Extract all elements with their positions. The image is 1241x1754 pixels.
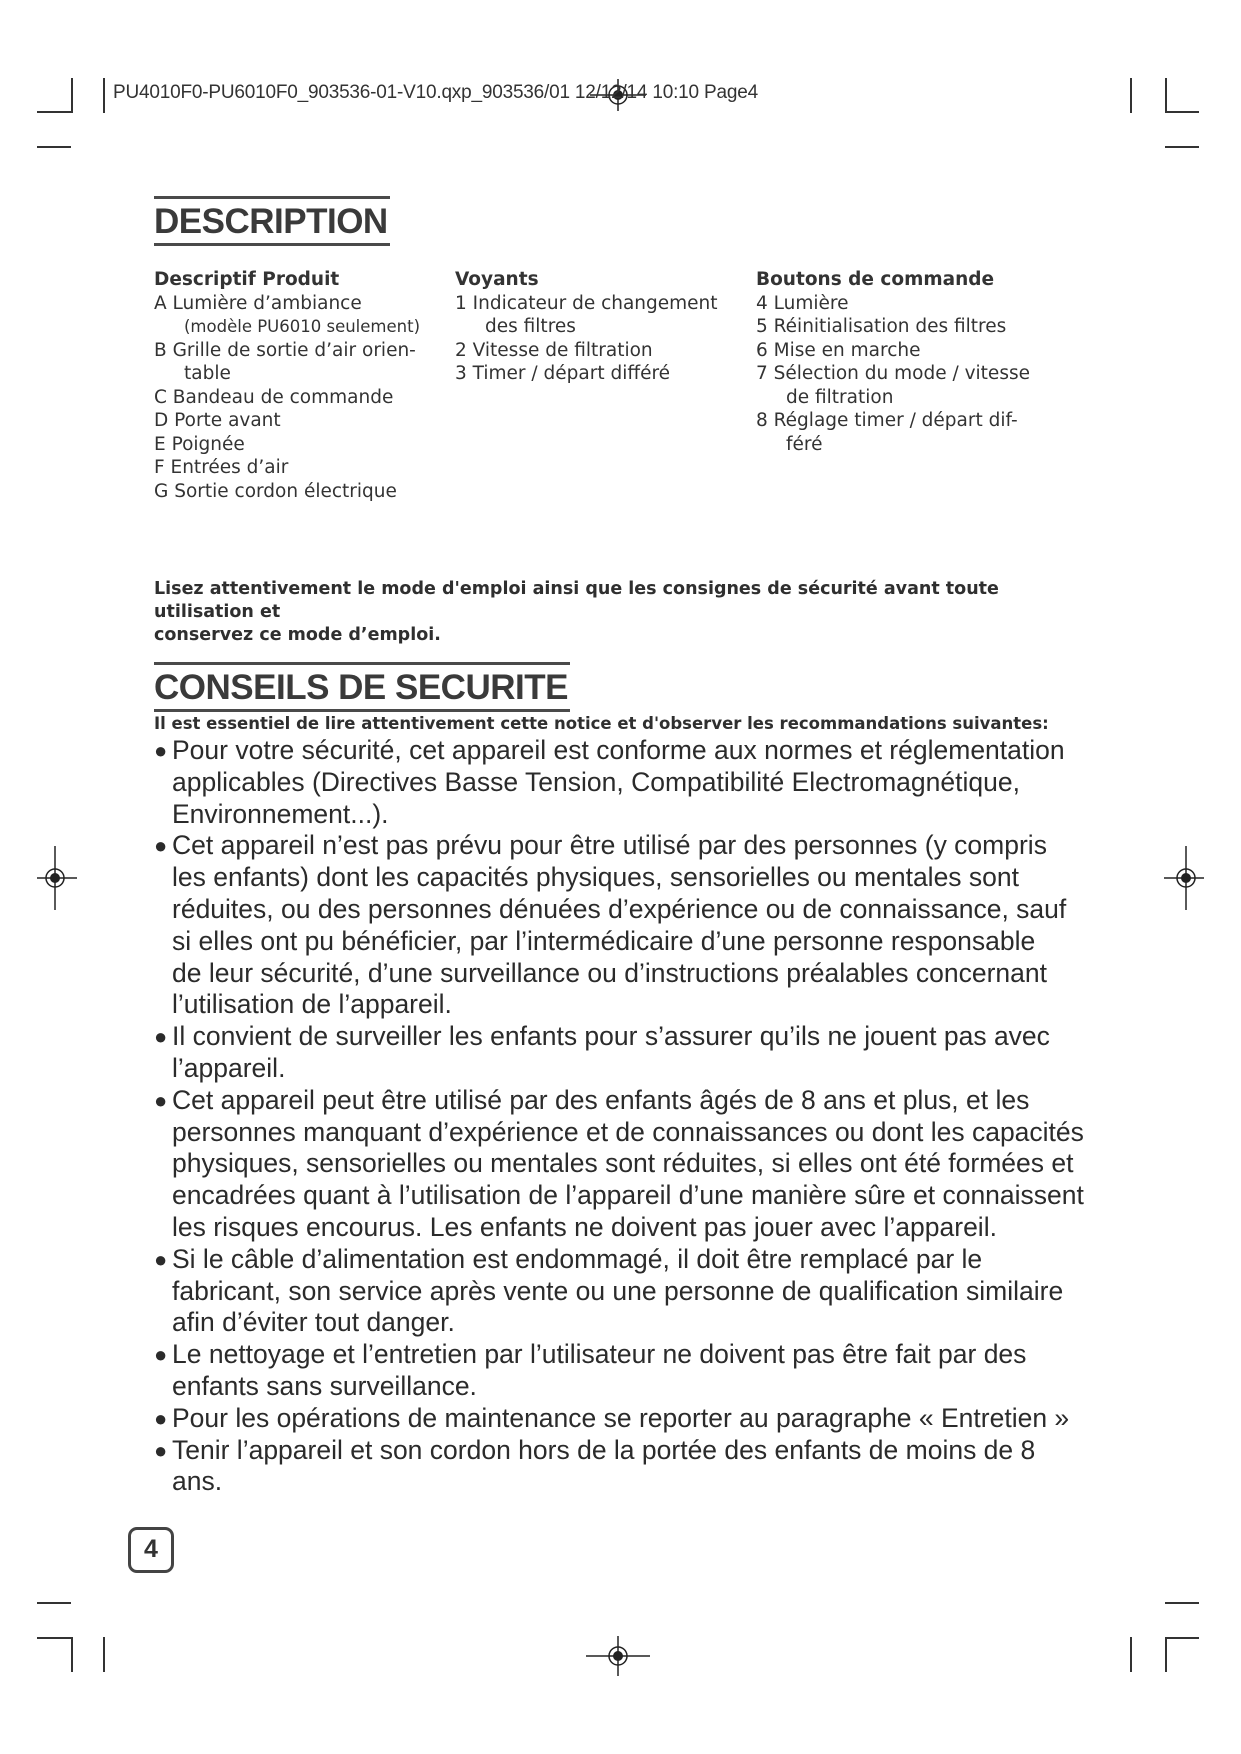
safety-item [152, 1339, 1162, 1403]
notice-line: conservez ce mode d’emploi. [154, 625, 441, 645]
safety-title: CONSEILS DE SECURITE [154, 662, 570, 712]
safety-item [152, 1085, 1162, 1244]
list-item: féré [786, 433, 823, 455]
list-item: F Entrées d’air [154, 457, 289, 478]
item-line: enfants sans surveillance. [172, 1370, 477, 1401]
bullet-icon: ● [154, 1087, 168, 1113]
bullet-icon: ● [154, 1246, 168, 1272]
crop-mark [71, 1637, 73, 1672]
list-item: table [184, 363, 231, 384]
description-column-indicators [455, 268, 718, 386]
item-line: fabricant, son service après vente ou une personne de qualification similaire [172, 1275, 1064, 1306]
crop-mark [1165, 146, 1199, 148]
item-line: personnes manquant d’expérience et de connaissances ou dont les capacités [172, 1116, 1084, 1147]
safety-intro: Il est essentiel de lire attentivement cette notice et d'observer les recommandations suivantes: [154, 714, 1049, 733]
column-heading: Boutons de commande [756, 269, 995, 290]
notice-line: Lisez attentivement le mode d'emploi ainsi que les consignes de sécurité avant toute utilisation et [154, 579, 999, 622]
list-item: (modèle PU6010 seulement) [184, 317, 421, 336]
list-item: 2 Vitesse de filtration [455, 339, 653, 361]
item-line: physiques, sensorielles ou mentales sont réduites, si elles ont été formées et [172, 1148, 1074, 1179]
list-item: des filtres [485, 316, 576, 337]
list-item: B Grille de sortie d’air orien- [154, 339, 416, 361]
crop-mark [1165, 1637, 1199, 1639]
page-number: 4 [128, 1527, 174, 1573]
print-file-header: PU4010F0-PU6010F0_903536-01-V10.qxp_903536/01 12/12/14 10:10 Page4 [113, 82, 758, 103]
item-line: l’utilisation de l’appareil. [172, 989, 452, 1020]
crop-mark [1165, 111, 1199, 113]
list-item: 7 Sélection du mode / vitesse [756, 363, 1030, 384]
crop-mark [103, 78, 105, 113]
list-item: D Porte avant [154, 410, 281, 431]
list-item: G Sortie cordon électrique [154, 480, 397, 502]
list-item: 5 Réinitialisation des filtres [756, 316, 1007, 337]
crop-mark [103, 1637, 105, 1672]
reading-notice [154, 578, 1094, 647]
safety-list [152, 735, 1162, 1498]
list-item: 3 Timer / départ différé [455, 363, 671, 384]
column-heading: Voyants [455, 269, 539, 290]
crop-mark [37, 146, 71, 148]
item-line: Tenir l’appareil et son cordon hors de la portée des enfants de moins de 8 [172, 1434, 1036, 1465]
bullet-icon: ● [154, 1024, 168, 1050]
item-line: Il convient de surveiller les enfants pour s’assurer qu’ils ne jouent pas avec [172, 1021, 1050, 1052]
list-item: 8 Réglage timer / départ dif- [756, 410, 1018, 431]
bullet-icon: ● [154, 1437, 168, 1463]
item-line: afin d’éviter tout danger. [172, 1307, 455, 1338]
item-line: réduites, ou des personnes dénuées d’expérience ou de connaissance, sauf [172, 893, 1067, 924]
crop-mark [37, 1637, 71, 1639]
column-heading: Descriptif Produit [154, 269, 340, 290]
list-item: 6 Mise en marche [756, 339, 921, 361]
safety-item [152, 735, 1162, 830]
list-item: de filtration [786, 386, 894, 408]
safety-item [152, 1403, 1162, 1435]
item-line: l’appareil. [172, 1052, 286, 1083]
crop-mark [1165, 1602, 1199, 1604]
item-line: Si le câble d’alimentation est endommagé, il doit être remplacé par le [172, 1243, 983, 1274]
item-line: Cet appareil peut être utilisé par des enfants âgés de 8 ans et plus, et les [172, 1084, 1030, 1115]
crop-mark [1130, 1637, 1132, 1672]
bullet-icon: ● [154, 833, 168, 859]
list-item: A Lumière d’ambiance [154, 292, 362, 314]
bullet-icon: ● [154, 738, 168, 763]
bullet-icon: ● [154, 1405, 168, 1431]
safety-item [152, 1244, 1162, 1339]
safety-item [152, 1435, 1162, 1499]
item-line: les risques encourus. Les enfants ne doivent pas jouer avec l’appareil. [172, 1211, 997, 1242]
list-item: 4 Lumière [756, 292, 849, 314]
crop-mark [37, 1602, 71, 1604]
description-title: DESCRIPTION [154, 196, 390, 246]
crop-mark [71, 78, 73, 113]
crop-mark [37, 111, 71, 113]
item-line: Le nettoyage et l’entretien par l’utilisateur ne doivent pas être fait par des [172, 1339, 1027, 1370]
crop-mark [1165, 78, 1167, 113]
list-item: 1 Indicateur de changement [455, 292, 718, 314]
item-line: Pour votre sécurité, cet appareil est conforme aux normes et réglementation [172, 735, 1065, 765]
safety-item [152, 830, 1162, 1021]
item-line: encadrées quant à l’utilisation de l’appareil d’une manière sûre et connaissent [172, 1180, 1084, 1211]
item-line: applicables (Directives Basse Tension, Compatibilité Electromagnétique, [172, 766, 1020, 797]
description-column-product [154, 268, 420, 503]
registration-mark-icon [1164, 846, 1204, 910]
list-item: E Poignée [154, 433, 245, 455]
item-line: Environnement...). [172, 798, 389, 829]
item-line: de leur sécurité, d’une surveillance ou d’instructions préalables concernant [172, 957, 1048, 988]
registration-mark-icon [37, 846, 77, 910]
list-item: C Bandeau de commande [154, 386, 394, 408]
item-line: les enfants) dont les capacités physiques, sensorielles ou mentales sont [172, 862, 1020, 893]
description-column-buttons [756, 268, 1030, 456]
item-line: Cet appareil n’est pas prévu pour être utilisé par des personnes (y compris [172, 830, 1047, 861]
item-line: ans. [172, 1466, 223, 1497]
registration-mark-icon [586, 1636, 650, 1676]
crop-mark [1165, 1637, 1167, 1672]
item-line: si elles ont pu bénéficier, par l’intermédicaire d’une personne responsable [172, 925, 1036, 956]
bullet-icon: ● [154, 1342, 168, 1368]
safety-item [152, 1021, 1162, 1085]
crop-mark [1130, 78, 1132, 113]
item-line: Pour les opérations de maintenance se reporter au paragraphe « Entretien » [172, 1402, 1070, 1433]
